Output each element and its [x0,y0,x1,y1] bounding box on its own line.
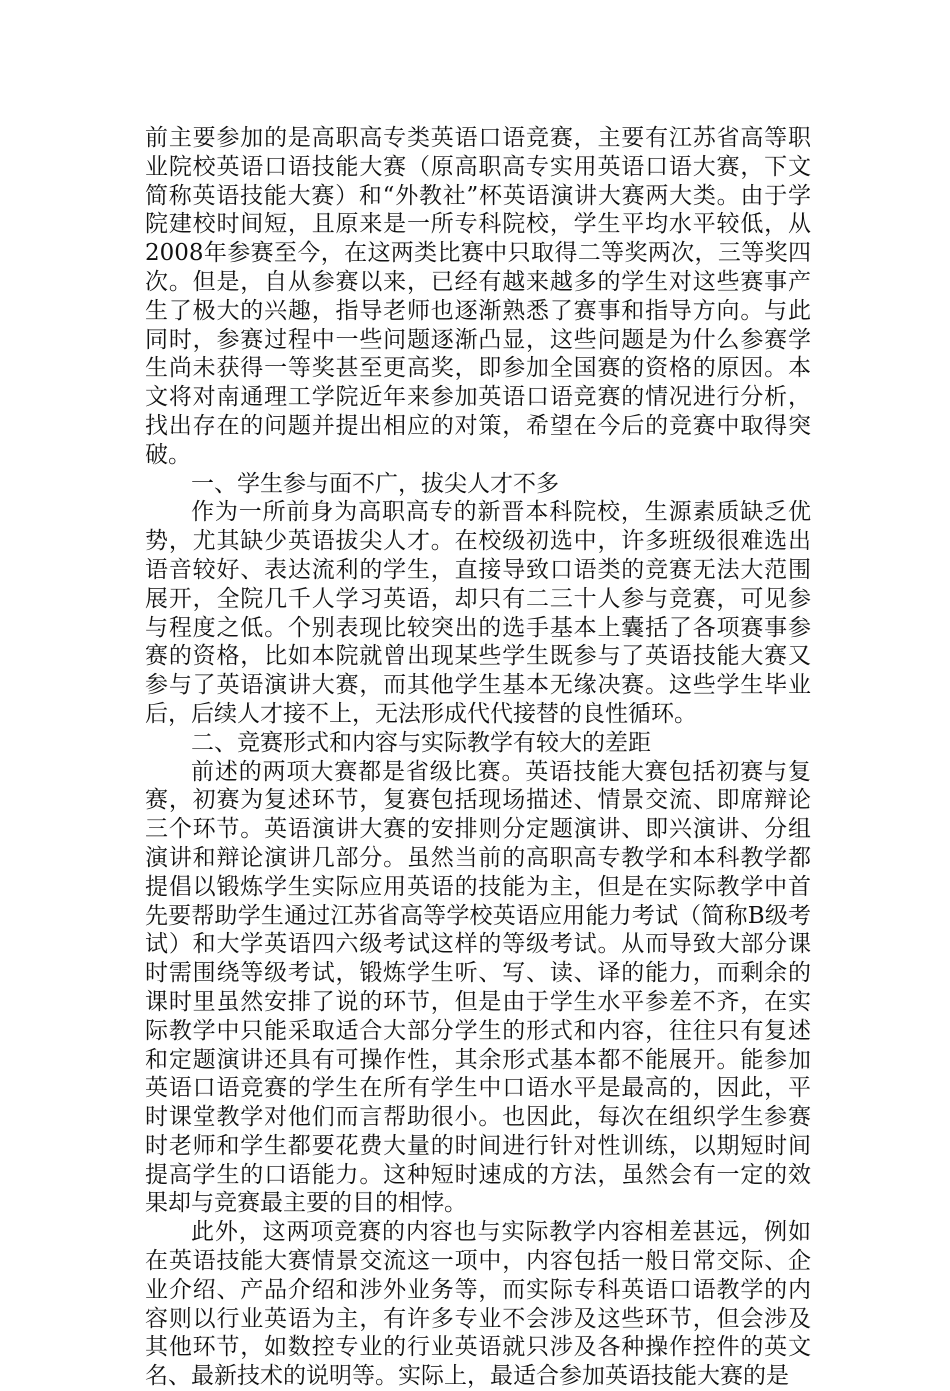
section-heading-1: 一、学生参与面不广，拔尖人才不多 [191,470,559,497]
paragraph-section-2-continued: 此外，这两项竞赛的内容也与实际教学内容相差甚远，例如在英语技能大赛情景交流这一项中，内容包括一般日常交际、企业介绍、产品介绍和涉外业务等，而实际专科英语口语教学的内容则以行业英语为主，有许多专业不会涉及这些环节，但会涉及其他环节，如数控专业的行业英语就只涉及各种操作控件的英文名、最新技术的说明等。实际上，最适合参加英语技能大赛的是 [145,1219,811,1390]
section-heading-2: 二、竞赛形式和内容与实际教学有较大的差距 [191,729,651,756]
paragraph-intro: 前主要参加的是高职高专类英语口语竞赛，主要有江苏省高等职业院校英语口语技能大赛（原高职高专实用英语口语大赛，下文简称英语技能大赛）和“外教社”杯英语演讲大赛两大类。由于学院建校时间短，且原来是一所专科院校，学生平均水平较低，从2008年参赛至今，在这两类比赛中只取得二等奖两次，三等奖四次。但是，自从参赛以来，已经有越来越多的学生对这些赛事产生了极大的兴趣，指导老师也逐渐熟悉了赛事和指导方向。与此同时，参赛过程中一些问题逐渐凸显，这些问题是为什么参赛学生尚未获得一等奖甚至更高奖，即参加全国赛的资格的原因。本文将对南通理工学院近年来参加英语口语竞赛的情况进行分析，找出存在的问题并提出相应的对策，希望在今后的竞赛中取得突破。 [145,125,811,468]
document-body [145,124,811,1391]
paragraph-section-2: 前述的两项大赛都是省级比赛。英语技能大赛包括初赛与复赛，初赛为复述环节，复赛包括现场描述、情景交流、即席辩论三个环节。英语演讲大赛的安排则分定题演讲、即兴演讲、分组演讲和辩论演讲几部分。虽然当前的高职高专教学和本科教学都提倡以锻炼学生实际应用英语的技能为主，但是在实际教学中首先要帮助学生通过江苏省高等学校英语应用能力考试（简称B级考试）和大学英语四六级考试这样的等级考试。从而导致大部分课时需围绕等级考试，锻炼学生听、写、读、译的能力，而剩余的课时里虽然安排了说的环节，但是由于学生水平参差不齐，在实际教学中只能采取适合大部分学生的形式和内容，往往只有复述和定题演讲还具有可操作性，其余形式基本都不能展开。能参加英语口语竞赛的学生在所有学生中口语水平是最高的，因此，平时课堂教学对他们而言帮助很小。也因此，每次在组织学生参赛时老师和学生都要花费大量的时间进行针对性训练，以期短时间提高学生的口语能力。这种短时速成的方法，虽然会有一定的效果却与竞赛最主要的目的相悖。 [145,758,811,1217]
paragraph-section-1: 作为一所前身为高职高专的新晋本科院校，生源素质缺乏优势，尤其缺少英语拔尖人才。在校级初选中，许多班级很难选出语音较好、表达流利的学生，直接导致口语类的竞赛无法大范围展开，全院几千人学习英语，却只有二三十人参与竞赛，可见参与程度之低。个别表现比较突出的选手基本上囊括了各项赛事参赛的资格，比如本院就曾出现某些学生既参与了英语技能大赛又参与了英语演讲大赛，而其他学生基本无缘决赛。这些学生毕业后，后续人才接不上，无法形成代代接替的良性循环。 [145,499,811,727]
